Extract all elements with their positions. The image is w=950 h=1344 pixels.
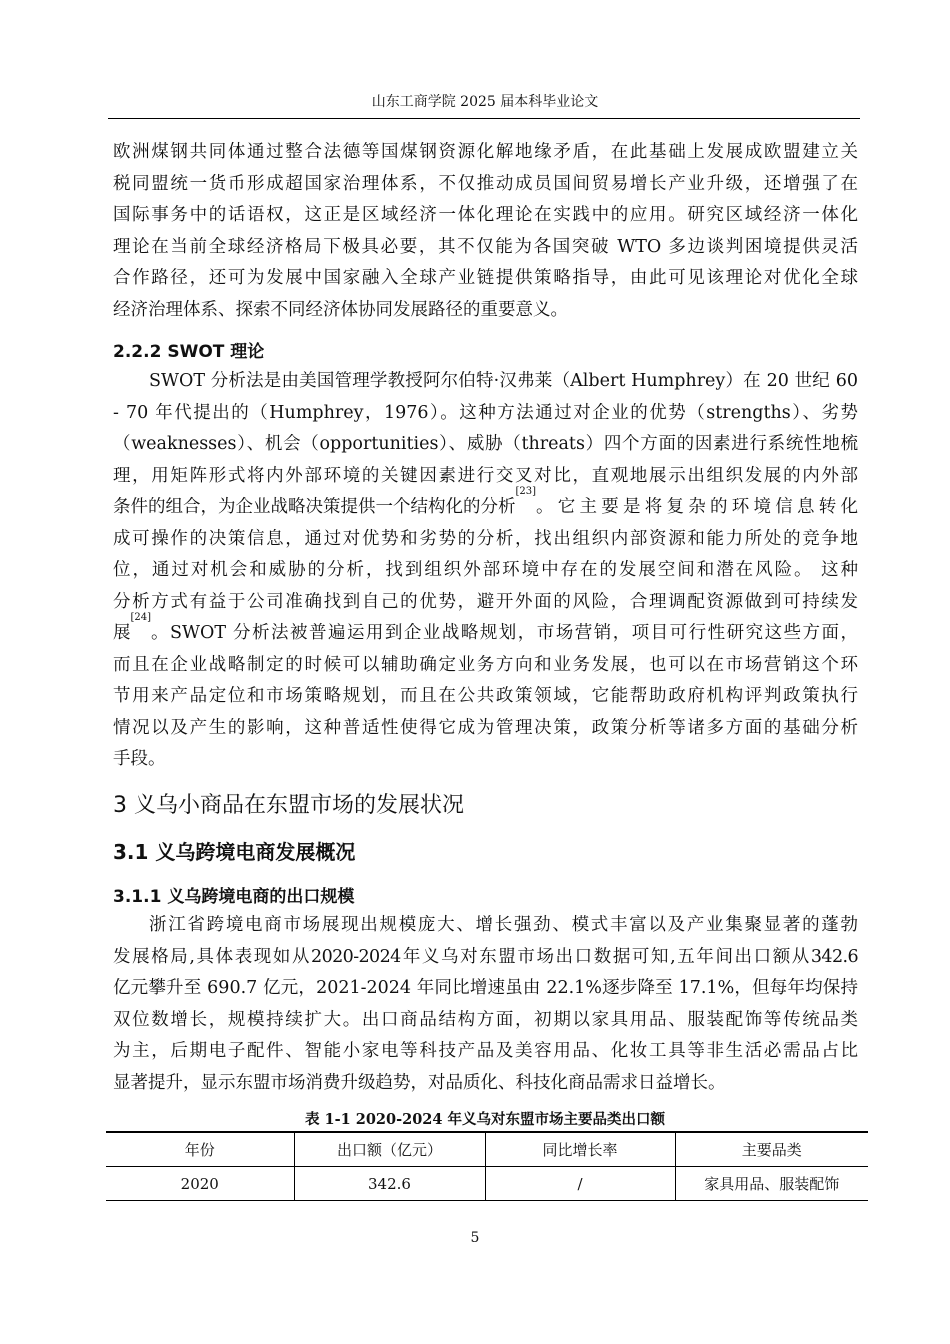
table-cell: 2020 [106,1167,294,1201]
heading-2-2-2: 2.2.2 SWOT 理论 [113,342,265,362]
text-line: 理，用矩阵形式将内外部环境的关键因素进行交叉对比，直观地展示出组织发展的内外部 [113,465,858,486]
intro-paragraph [113,137,858,326]
section-3-1-1-heading: 3.1.1 义乌跨境电商的出口规模 [113,887,355,907]
text-line: 亿元攀升至 690.7 亿元，2021-2024 年同比增速虽由 22.1%逐步降至 17.1%，但每年均保持 [113,978,858,998]
text-line: 双位数增长，规模持续扩大。出口商品结构方面，初期以家具用品、服装配饰等传统品类 [113,1009,858,1030]
running-header: 山东工商学院 2025 届本科毕业论文 [371,94,599,110]
text-line: （weaknesses）、机会（opportunities）、威胁（threats）四个方面的因素进行系统性地梳 [113,434,858,454]
header-divider [108,118,860,119]
text-line: 合作路径，还可为发展中国家融入全球产业链提供策略指导，由此可见该理论对优化全球 [113,268,858,288]
text-line: 成可操作的决策信息，通过对优势和劣势的分析，找出组织内部资源和能力所处的竞争地 [113,528,858,549]
text-fragment: 。SWOT 分析法被普遍运用到企业战略规划，市场营销，项目可行性研究这些方面， [151,623,858,643]
text-line: 手段。 [113,749,166,769]
text-line: 位，通过对机会和威胁的分析，找到组织外部环境中存在的发展空间和潜在风险。 这种 [113,560,858,580]
citation-ref: [24] [130,612,152,623]
text-line: 为主，后期电子配件、智能小家电等科技产品及美容用品、化妆工具等非生活必需品占比 [113,1041,858,1061]
table-caption: 表 1-1 2020-2024 年义乌对东盟市场主要品类出口额 [304,1111,666,1128]
text-line: 浙江省跨境电商市场展现出规模庞大、增长强劲、模式丰富以及产业集聚显著的蓬勃 [149,915,858,935]
text-fragment: 展 [113,623,131,643]
table-cell: / [485,1167,675,1201]
text-line: SWOT 分析法是由美国管理学教授阿尔伯特·汉弗莱（Albert Humphrey）在 20 世纪 60 [149,371,858,391]
text-line [113,486,858,524]
table-row [106,1167,868,1201]
text-line: - 70 年代提出的（Humphrey，1976）。这种方法通过对企业的优势（strengths）、劣势 [113,402,858,423]
chapter-3-heading: 3 义乌小商品在东盟市场的发展状况 [113,793,464,818]
text-line: 显著提升，显示东盟市场消费升级趋势，对品质化、科技化商品需求日益增长。 [113,1072,726,1093]
column-header: 同比增长率 [485,1132,675,1167]
text-line: 分析方式有益于公司准确找到自己的优势，避开外面的风险，合理调配资源做到可持续发 [113,591,858,612]
column-header: 年份 [106,1132,294,1167]
text-line: 节用来产品定位和市场策略规划，而且在公共政策领域，它能帮助政府机构评判政策执行 [113,686,858,706]
export-scale-paragraph [113,910,858,1099]
column-header: 出口额（亿元） [294,1132,485,1167]
citation-ref: [23] [515,486,537,497]
table-cell: 342.6 [294,1167,485,1201]
text-line: 而且在企业战略制定的时候可以辅助确定业务方向和业务发展，也可以在市场营销这个环 [113,654,858,675]
export-table [106,1131,868,1201]
swot-paragraph [113,366,858,776]
column-header: 主要品类 [675,1132,868,1167]
table-header-row [106,1132,868,1167]
section-3-1-heading: 3.1 义乌跨境电商发展概况 [113,840,356,864]
text-line: 发展格局,具体表现如从2020-2024年义乌对东盟市场出口数据可知,五年间出口额从342.6 [113,946,858,967]
text-fragment: 。它主要是将复杂的环境信息转化 [536,497,858,517]
text-line: 经济治理体系、探索不同经济体协同发展路径的重要意义。 [113,299,568,320]
text-line: 理论在当前全球经济格局下极具必要，其不仅能为各国突破 WTO 多边谈判困境提供灵活 [113,236,858,257]
text-line: 税同盟统一货币形成超国家治理体系，不仅推动成员国间贸易增长产业升级，还增强了在 [113,173,858,194]
page-number: 5 [470,1230,480,1246]
text-line: 情况以及产生的影响，这种普适性使得它成为管理决策，政策分析等诸多方面的基础分析 [113,717,858,738]
text-line: 国际事务中的话语权，这正是区域经济一体化理论在实践中的应用。研究区域经济一体化 [113,205,858,225]
text-line: 欧洲煤钢共同体通过整合法德等国煤钢资源化解地缘矛盾，在此基础上发展成欧盟建立关 [113,142,858,162]
text-line [113,612,858,650]
table-cell: 家具用品、服装配饰 [675,1167,868,1201]
text-fragment: 条件的组合，为企业战略决策提供一个结构化的分析 [113,497,516,517]
